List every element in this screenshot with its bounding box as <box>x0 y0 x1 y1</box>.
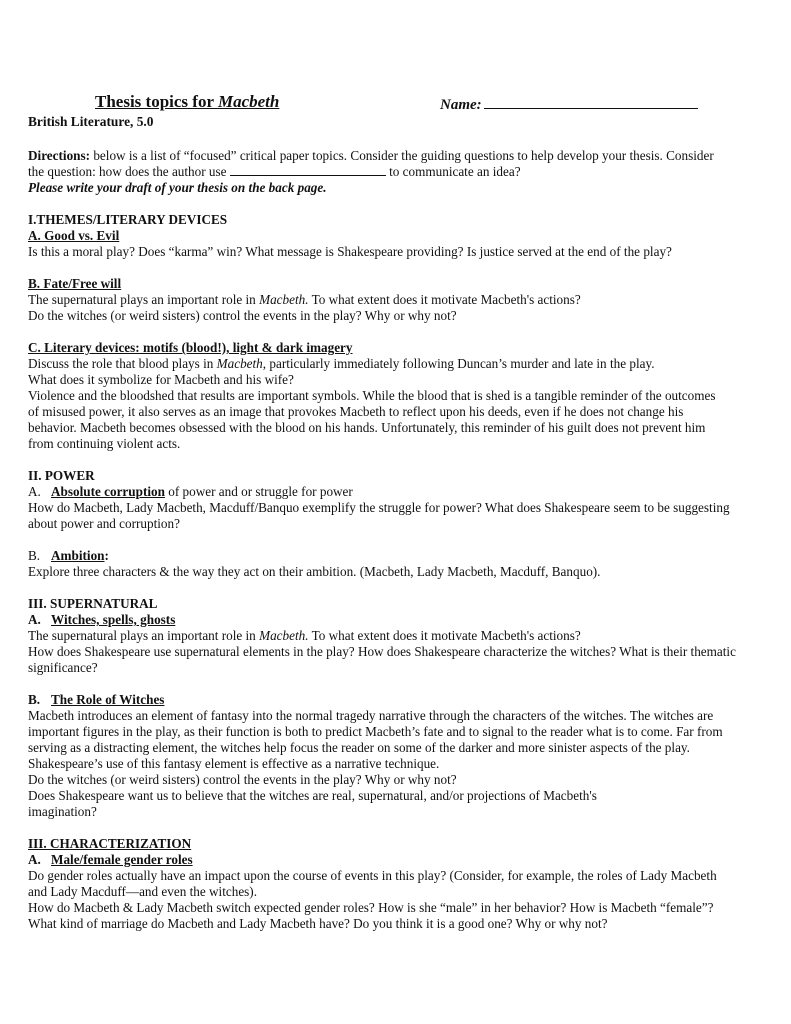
title-play-name: Macbeth <box>217 92 280 111</box>
directions-blank-line <box>230 164 386 176</box>
paragraph-line: Shakespeare’s use of this fantasy element is effective as a narrative technique. <box>28 756 440 771</box>
section-themes <box>28 212 768 452</box>
paragraph-line: serving as a distracting element, the witches help focus the reader on some of the darker and more sinister aspects of the play. <box>28 740 690 755</box>
title-text: Thesis topics for <box>95 92 218 111</box>
course-subtitle: British Literature, 5.0 <box>28 114 154 129</box>
guiding-question: and Lady Macduff—and even the witches). <box>28 884 257 899</box>
section-heading: III. CHARACTERIZATION <box>28 836 192 851</box>
directions-text: the question: how does the author use <box>28 164 230 179</box>
paragraph-line: behavior. Macbeth becomes obsessed with the blood on his hands. Unfortunately, this reminder of his guilt does not prevent him <box>28 420 706 435</box>
subsection-heading: B. Ambition: <box>28 548 109 563</box>
section-characterization <box>28 836 768 932</box>
paragraph-line: Violence and the bloodshed that results are important symbols. While the blood that is shed is a tangible reminder of the outcomes <box>28 388 716 403</box>
subsection-heading: B. Fate/Free will <box>28 276 122 291</box>
guiding-question: How does Shakespeare use supernatural elements in the play? How does Shakespeare characterize the witches? What is their thematic <box>28 644 736 659</box>
section-heading: I.THEMES/LITERARY DEVICES <box>28 212 228 227</box>
section-heading: II. POWER <box>28 468 95 483</box>
guiding-question: Discuss the role that blood plays in Macbeth, particularly immediately following Duncan’s murder and late in the play. <box>28 356 655 371</box>
section-supernatural <box>28 596 768 820</box>
directions-text: to communicate an idea? <box>385 164 521 179</box>
name-blank-line <box>484 96 698 109</box>
guiding-question: Is this a moral play? Does “karma” win? What message is Shakespeare providing? Is justice served at the end of the play? <box>28 244 672 259</box>
guiding-question: What does it symbolize for Macbeth and his wife? <box>28 372 294 387</box>
subsection-heading: C. Literary devices: motifs (blood!), light & dark imagery <box>28 340 353 355</box>
paragraph-line: from continuing violent acts. <box>28 436 181 451</box>
guiding-question: How do Macbeth, Lady Macbeth, Macduff/Banquo exemplify the struggle for power? What does Shakespeare seem to be suggesting <box>28 500 730 515</box>
page-title <box>95 94 279 110</box>
paragraph-line: of misused power, it also serves as an image that provokes Macbeth to reflect upon his deeds, even if he does not change his <box>28 404 684 419</box>
section-power <box>28 468 768 580</box>
directions-text: below is a list of “focused” critical paper topics. Consider the guiding questions to help develop your thesis. Consider <box>90 148 714 163</box>
paragraph-line: Macbeth introduces an element of fantasy into the normal tragedy narrative through the characters of the witches. The witches are <box>28 708 714 723</box>
directions-section <box>28 148 768 196</box>
guiding-question: Explore three characters & the way they act on their ambition. (Macbeth, Lady Macbeth, Macduff, Banquo). <box>28 564 601 579</box>
directions-label: Directions: <box>28 148 91 163</box>
guiding-question: Do the witches (or weird sisters) control the events in the play? Why or why not? <box>28 308 457 323</box>
worksheet-content <box>28 148 768 932</box>
guiding-question: The supernatural plays an important role in Macbeth. To what extent does it motivate Macbeth's actions? <box>28 628 581 643</box>
subsection-heading: A. Male/female gender roles <box>28 852 193 867</box>
name-field <box>440 96 698 113</box>
subsection-heading: A. Good vs. Evil <box>28 228 120 243</box>
guiding-question: imagination? <box>28 804 97 819</box>
guiding-question: Do the witches (or weird sisters) control the events in the play? Why or why not? <box>28 772 457 787</box>
guiding-question: about power and corruption? <box>28 516 180 531</box>
subsection-heading: A. Absolute corruption of power and or struggle for power <box>28 484 353 499</box>
guiding-question: What kind of marriage do Macbeth and Lady Macbeth have? Do you think it is a good one? Why or why not? <box>28 916 608 931</box>
guiding-question: significance? <box>28 660 98 675</box>
guiding-question: Does Shakespeare want us to believe that the witches are real, supernatural, and/or projections of Macbeth's <box>28 788 597 803</box>
guiding-question: Do gender roles actually have an impact upon the course of events in this play? (Consider, for example, the roles of Lady Macbeth <box>28 868 717 883</box>
guiding-question: The supernatural plays an important role in Macbeth. To what extent does it motivate Macbeth's actions? <box>28 292 581 307</box>
section-heading: III. SUPERNATURAL <box>28 596 158 611</box>
name-label: Name: <box>440 97 482 113</box>
paragraph-line: important figures in the play, as their function is both to predict Macbeth’s fate and to signal to the reader what is to come. Far from <box>28 724 723 739</box>
subsection-heading: A. Witches, spells, ghosts <box>28 612 176 627</box>
directions-instruction: Please write your draft of your thesis on the back page. <box>28 180 327 195</box>
subsection-heading: B. The Role of Witches <box>28 692 165 707</box>
guiding-question: How do Macbeth & Lady Macbeth switch expected gender roles? How is she “male” in her behavior? How is Macbeth “female”? <box>28 900 714 915</box>
